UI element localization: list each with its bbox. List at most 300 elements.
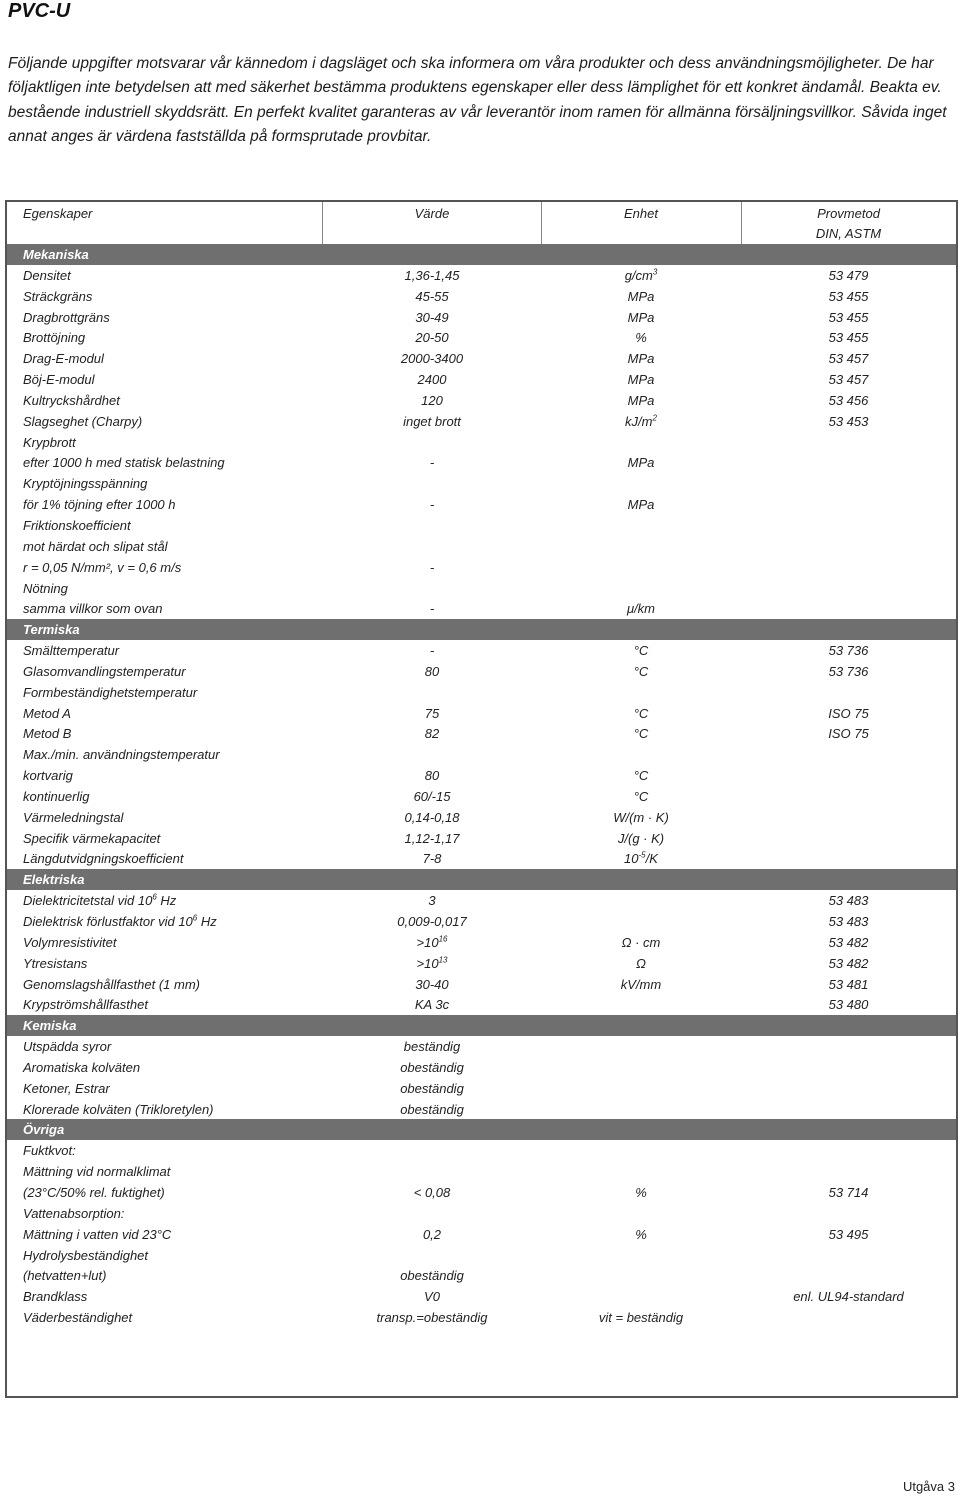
unit-cell-text: °C — [633, 726, 649, 742]
unit-cell-text: MPa — [627, 372, 655, 388]
unit-cell-text: % — [635, 1184, 647, 1200]
property-cell — [23, 1184, 165, 1201]
method-cell — [741, 309, 956, 326]
method-cell — [741, 267, 956, 284]
property-cell — [23, 267, 71, 284]
value-cell-text: >10 — [416, 955, 439, 971]
method-cell — [741, 934, 956, 951]
value-cell-text: 7-8 — [422, 851, 442, 867]
value-cell-text: obeständig — [400, 1268, 464, 1284]
unit-cell — [541, 413, 741, 430]
method-cell — [741, 288, 956, 305]
property-cell — [23, 642, 119, 659]
value-cell-text: 60/-15 — [413, 788, 451, 804]
table-row — [7, 411, 956, 432]
value-cell-text: obeständig — [400, 1080, 464, 1096]
property-cell — [23, 996, 148, 1013]
property-cell — [23, 809, 123, 826]
unit-cell-suffix: /K — [645, 851, 658, 867]
property-cell-text: Vattenabsorption: — [23, 1205, 125, 1221]
property-cell-text: Mättning vid normalklimat — [23, 1164, 171, 1180]
value-cell — [322, 1309, 542, 1326]
table-row — [7, 1307, 956, 1328]
table-row — [7, 974, 956, 995]
property-cell-text: Ytresistans — [23, 955, 88, 971]
header-property: Egenskaper — [23, 206, 93, 221]
property-cell-text: samma villkor som ovan — [23, 601, 163, 617]
unit-cell-text: % — [635, 1226, 647, 1242]
method-cell — [741, 976, 956, 993]
property-cell — [23, 871, 84, 888]
property-cell — [23, 684, 197, 701]
section-header-row — [7, 244, 956, 265]
unit-cell — [541, 725, 741, 742]
property-cell — [23, 1080, 110, 1097]
unit-cell — [541, 454, 741, 471]
method-cell — [741, 996, 956, 1013]
unit-cell — [541, 600, 741, 617]
method-cell — [741, 663, 956, 680]
table-row — [7, 848, 956, 869]
table-row — [7, 327, 956, 348]
method-cell-text: 53 736 — [828, 643, 869, 659]
method-cell-text: enl. UL94-standard — [793, 1289, 904, 1305]
table-row — [7, 265, 956, 286]
unit-cell-text: Ω — [636, 955, 646, 971]
property-cell-text: Kemiska — [23, 1018, 77, 1034]
property-cell — [23, 1121, 64, 1138]
value-cell — [322, 600, 542, 617]
value-cell — [322, 559, 542, 576]
table-row — [7, 786, 956, 807]
table-row — [7, 369, 956, 390]
table-row — [7, 390, 956, 411]
unit-cell-text: °C — [633, 705, 649, 721]
section-header-row — [7, 869, 956, 890]
unit-cell — [541, 934, 741, 951]
property-cell-text: för 1% töjning efter 1000 h — [23, 497, 176, 513]
unit-cell-text: Ω · cm — [621, 934, 661, 950]
value-cell-text: 45-55 — [415, 288, 449, 304]
property-cell-text: Elektriska — [23, 872, 85, 888]
property-cell — [23, 621, 80, 638]
value-cell — [322, 955, 542, 972]
property-cell-text: Glasomvandlingstemperatur — [23, 663, 186, 679]
property-cell — [23, 1226, 171, 1243]
unit-cell — [541, 830, 741, 847]
unit-cell — [541, 1184, 741, 1201]
property-cell-text: Hydrolysbeständighet — [23, 1247, 149, 1263]
property-cell — [23, 434, 76, 451]
property-cell-text: Klorerade kolväten (Trikloretylen) — [23, 1101, 214, 1117]
value-cell-text: beständig — [403, 1039, 461, 1055]
property-cell — [23, 392, 120, 409]
table-row — [7, 1203, 956, 1224]
property-cell — [23, 246, 89, 263]
value-cell — [322, 1059, 542, 1076]
table-row — [7, 911, 956, 932]
property-cell-text: Drag-E-modul — [23, 351, 104, 367]
value-cell-text: 80 — [424, 768, 440, 784]
unit-cell — [541, 1226, 741, 1243]
property-cell-superscript: 6 — [192, 913, 198, 923]
method-cell — [741, 955, 956, 972]
unit-cell-text: vit = beständig — [598, 1310, 684, 1326]
property-cell-text: Metod B — [23, 726, 72, 742]
table-row — [7, 807, 956, 828]
unit-cell-text: 10 — [624, 851, 639, 867]
property-cell-text: Dielektrisk förlustfaktor vid 10 — [23, 914, 193, 929]
property-cell — [23, 725, 71, 742]
value-cell-text: KA 3c — [414, 997, 450, 1013]
method-cell-text: 53 479 — [828, 267, 869, 283]
value-cell — [322, 1267, 542, 1284]
table-row — [7, 307, 956, 328]
unit-cell — [541, 976, 741, 993]
section-header-row — [7, 1015, 956, 1036]
property-cell-text: Termiska — [23, 622, 80, 638]
unit-cell — [541, 788, 741, 805]
property-cell — [23, 454, 225, 471]
value-cell — [322, 1080, 542, 1097]
value-cell — [322, 1184, 542, 1201]
table-row — [7, 536, 956, 557]
value-cell-text: 2400 — [417, 372, 447, 388]
value-cell-text: 120 — [421, 392, 443, 408]
property-cell — [23, 850, 183, 867]
property-cell — [23, 1038, 111, 1055]
value-cell — [322, 350, 542, 367]
property-cell-text: Volymresistivitet — [23, 934, 117, 950]
value-cell — [322, 392, 542, 409]
table-row — [7, 1140, 956, 1161]
unit-cell — [541, 371, 741, 388]
header-method: Provmetod — [817, 206, 880, 221]
value-cell — [322, 1226, 542, 1243]
value-cell-text: - — [429, 497, 435, 513]
value-cell-text: - — [429, 559, 435, 575]
property-cell-text: r = 0,05 N/mm², v = 0,6 m/s — [23, 559, 182, 575]
property-cell — [23, 559, 181, 576]
property-cell-text: Brandklass — [23, 1289, 88, 1305]
property-cell-text: Utspädda syror — [23, 1039, 112, 1055]
value-cell-text: 1,36-1,45 — [404, 267, 460, 283]
value-cell — [322, 267, 542, 284]
property-cell — [23, 475, 147, 492]
method-cell-text: 53 455 — [828, 330, 869, 346]
unit-cell — [541, 767, 741, 784]
method-cell-text: 53 714 — [828, 1184, 869, 1200]
property-cell — [23, 705, 71, 722]
property-cell — [23, 1205, 124, 1222]
table-row — [7, 473, 956, 494]
value-cell — [322, 1101, 542, 1118]
value-cell — [322, 454, 542, 471]
table-row — [7, 598, 956, 619]
value-cell-text: 80 — [424, 663, 440, 679]
header-value: Värde — [414, 206, 450, 221]
unit-cell — [541, 496, 741, 513]
value-cell-text: 75 — [424, 705, 440, 721]
table-row — [7, 682, 956, 703]
property-cell — [23, 413, 142, 430]
unit-cell-text: MPa — [627, 351, 655, 367]
property-cell — [23, 1267, 106, 1284]
property-cell-text: Mekaniska — [23, 247, 89, 262]
property-cell — [23, 830, 160, 847]
table-row — [7, 1182, 956, 1203]
unit-cell-text: kJ/m — [625, 413, 653, 429]
value-cell-text: 3 — [428, 893, 436, 909]
property-cell — [23, 892, 176, 909]
property-cell-text: (hetvatten+lut) — [23, 1268, 107, 1284]
value-cell — [322, 850, 542, 867]
property-cell-text: Värmeledningstal — [23, 809, 124, 825]
value-cell — [322, 913, 542, 930]
value-cell-text: transp.=obeständig — [376, 1310, 488, 1326]
method-cell — [741, 892, 956, 909]
value-cell — [322, 996, 542, 1013]
edition-label: Utgåva 3 — [902, 1479, 955, 1494]
table-row — [7, 1265, 956, 1286]
value-cell — [322, 725, 542, 742]
property-cell-text: Specifik värmekapacitet — [23, 830, 161, 846]
property-cell — [23, 309, 110, 326]
method-cell — [741, 642, 956, 659]
property-cell-text: Smälttemperatur — [23, 643, 120, 659]
method-cell — [741, 1226, 956, 1243]
property-cell-text: Övriga — [23, 1122, 65, 1138]
unit-cell-text: MPa — [627, 309, 655, 325]
unit-cell-text: kV/mm — [620, 976, 662, 992]
table-body — [7, 202, 956, 1328]
value-cell — [322, 1038, 542, 1055]
unit-cell-text: °C — [633, 768, 649, 784]
property-cell-text: Brottöjning — [23, 330, 86, 346]
property-cell-text: (23°C/50% rel. fuktighet) — [23, 1184, 165, 1200]
unit-cell — [541, 267, 741, 284]
unit-cell-text: MPa — [627, 288, 655, 304]
unit-cell-superscript: 3 — [652, 267, 658, 277]
method-cell-text: 53 481 — [828, 976, 869, 992]
value-cell-text: 82 — [424, 726, 440, 742]
unit-cell — [541, 663, 741, 680]
value-cell — [322, 705, 542, 722]
property-cell — [23, 496, 176, 513]
property-cell-text: Dragbrottgräns — [23, 309, 110, 325]
property-cell-text: Krypströmshållfasthet — [23, 997, 148, 1013]
unit-cell — [541, 350, 741, 367]
property-cell-text: efter 1000 h med statisk belastning — [23, 455, 225, 471]
value-cell-superscript: 16 — [438, 934, 448, 944]
unit-cell — [541, 329, 741, 346]
value-cell-text: obeständig — [400, 1059, 464, 1075]
property-cell-text: Aromatiska kolväten — [23, 1059, 141, 1075]
value-cell-text: 0,2 — [422, 1226, 442, 1242]
value-cell — [322, 309, 542, 326]
method-cell — [741, 413, 956, 430]
value-cell — [322, 934, 542, 951]
unit-cell-text: °C — [633, 788, 649, 804]
value-cell — [322, 371, 542, 388]
method-cell — [741, 329, 956, 346]
section-header-row — [7, 1119, 956, 1140]
value-cell-text: inget brott — [403, 413, 461, 429]
property-cell — [23, 1309, 132, 1326]
property-cell — [23, 538, 168, 555]
method-cell — [741, 913, 956, 930]
value-cell — [322, 788, 542, 805]
property-cell-text: Nötning — [23, 580, 68, 596]
property-cell-text: Kryptöjningsspänning — [23, 476, 148, 492]
value-cell-text: obeständig — [400, 1101, 464, 1117]
property-cell — [23, 329, 85, 346]
table-row — [7, 1286, 956, 1307]
method-cell-text: 53 455 — [828, 288, 869, 304]
method-cell-text: 53 495 — [828, 1226, 869, 1242]
table-row — [7, 432, 956, 453]
method-cell-text: 53 480 — [828, 997, 869, 1013]
table-row — [7, 744, 956, 765]
table-row — [7, 765, 956, 786]
table-row — [7, 703, 956, 724]
method-cell-text: 53 482 — [828, 955, 869, 971]
property-cell — [23, 1101, 214, 1118]
table-row — [7, 578, 956, 599]
property-cell-text: Metod A — [23, 705, 71, 721]
method-cell — [741, 1288, 956, 1305]
property-cell — [23, 1163, 170, 1180]
property-cell — [23, 913, 217, 930]
property-cell-text: Slagseghet (Charpy) — [23, 413, 143, 429]
value-cell — [322, 288, 542, 305]
unit-cell-text: °C — [633, 663, 649, 679]
property-cell-text: Längdutvidgningskoefficient — [23, 851, 184, 867]
property-cell — [23, 371, 95, 388]
unit-cell-superscript: 2 — [652, 413, 657, 423]
table-row — [7, 557, 956, 578]
value-cell — [322, 413, 542, 430]
value-cell — [322, 976, 542, 993]
value-cell — [322, 809, 542, 826]
value-cell-text: 0,14-0,18 — [404, 809, 460, 825]
property-cell-text: Max./min. användningstemperatur — [23, 747, 220, 763]
method-cell-text: 53 736 — [828, 663, 869, 679]
property-cell — [23, 767, 73, 784]
table-row — [7, 1245, 956, 1266]
table-row — [7, 828, 956, 849]
property-cell-text: Formbeständighetstemperatur — [23, 684, 198, 700]
table-row — [7, 640, 956, 661]
value-cell — [322, 329, 542, 346]
unit-cell — [541, 705, 741, 722]
method-cell — [741, 725, 956, 742]
unit-cell — [541, 642, 741, 659]
value-cell — [322, 663, 542, 680]
value-cell-text: < 0,08 — [413, 1184, 451, 1200]
unit-cell-text: °C — [633, 643, 649, 659]
property-cell-text: mot härdat och slipat stål — [23, 538, 168, 554]
table-row — [7, 494, 956, 515]
property-cell-suffix: Hz — [197, 914, 217, 929]
method-cell — [741, 705, 956, 722]
property-cell — [23, 1247, 148, 1264]
method-cell-text: 53 483 — [828, 893, 869, 909]
unit-cell-text: % — [635, 330, 647, 346]
unit-cell-superscript: -5 — [638, 851, 646, 861]
property-cell — [23, 663, 186, 680]
property-cell — [23, 580, 68, 597]
value-cell-text: 30-49 — [415, 309, 449, 325]
property-cell-text: Densitet — [23, 267, 71, 283]
property-cell — [23, 517, 131, 534]
value-cell-text: >10 — [416, 934, 439, 950]
property-cell — [23, 1059, 140, 1076]
table-row — [7, 1224, 956, 1245]
property-cell-text: kortvarig — [23, 768, 73, 784]
property-cell-text: Kultryckshårdhet — [23, 392, 120, 408]
property-cell — [23, 1288, 87, 1305]
value-cell — [322, 892, 542, 909]
property-cell — [23, 350, 104, 367]
method-cell-text: 53 455 — [828, 309, 869, 325]
property-cell — [23, 1017, 76, 1034]
property-cell — [23, 976, 200, 993]
table-row — [7, 1099, 956, 1120]
value-cell-text: - — [429, 643, 435, 659]
table-row — [7, 452, 956, 473]
value-cell-text: - — [429, 455, 435, 471]
table-row — [7, 1036, 956, 1057]
unit-cell — [541, 809, 741, 826]
method-cell-text: 53 456 — [828, 392, 869, 408]
value-cell-text: 30-40 — [415, 976, 449, 992]
property-cell-text: Krypbrott — [23, 434, 76, 450]
table-row — [7, 890, 956, 911]
value-cell-text: 0,009-0,017 — [397, 914, 467, 929]
header-method-standard: DIN, ASTM — [815, 226, 882, 241]
table-row — [7, 1078, 956, 1099]
intro-paragraph: Följande uppgifter motsvarar vår kännedom i dagsläget och ska informera om våra produkter och dess användningsmöjligheter. De har följaktligen inte betydelsen att med säkerhet bestämma produktens egenskaper eller dess lämplighet för ett konkret ändamål. Beakta ev. bestående industriell skyddsrätt. En perfekt kvalitet garanteras av vår leverantör inom ramen för allmänna försäljningsvillkor. Såvida inget annat anges är värdena fastställda på formsprutade provbitar. — [8, 55, 947, 146]
property-cell — [23, 934, 116, 951]
unit-cell-text: MPa — [627, 455, 655, 471]
value-cell-text: 2000-3400 — [400, 351, 464, 367]
property-cell-text: Ketoner, Estrar — [23, 1080, 110, 1096]
property-cell — [23, 600, 162, 617]
property-cell-text: Dielektricitetstal vid 10 — [23, 893, 153, 909]
value-cell-text: V0 — [424, 1289, 440, 1305]
section-header-row — [7, 619, 956, 640]
table-row — [7, 1057, 956, 1078]
property-cell-text: Sträckgräns — [23, 288, 93, 304]
method-cell — [741, 1184, 956, 1201]
value-cell-superscript: 13 — [438, 955, 448, 965]
unit-cell-text: μ/km — [626, 601, 656, 617]
property-cell-suffix: Hz — [156, 893, 177, 909]
method-cell-text: 53 483 — [828, 914, 869, 929]
property-cell-text: Friktionskoefficient — [23, 517, 131, 533]
value-cell — [322, 830, 542, 847]
property-cell — [23, 788, 90, 805]
property-cell-text: Mättning i vatten vid 23°C — [23, 1226, 172, 1242]
unit-cell-text: J/(g · K) — [617, 830, 665, 846]
value-cell — [322, 1288, 542, 1305]
unit-cell — [541, 1309, 741, 1326]
value-cell — [322, 642, 542, 659]
property-cell — [23, 955, 87, 972]
unit-cell-text: MPa — [627, 392, 655, 408]
unit-cell — [541, 850, 741, 867]
